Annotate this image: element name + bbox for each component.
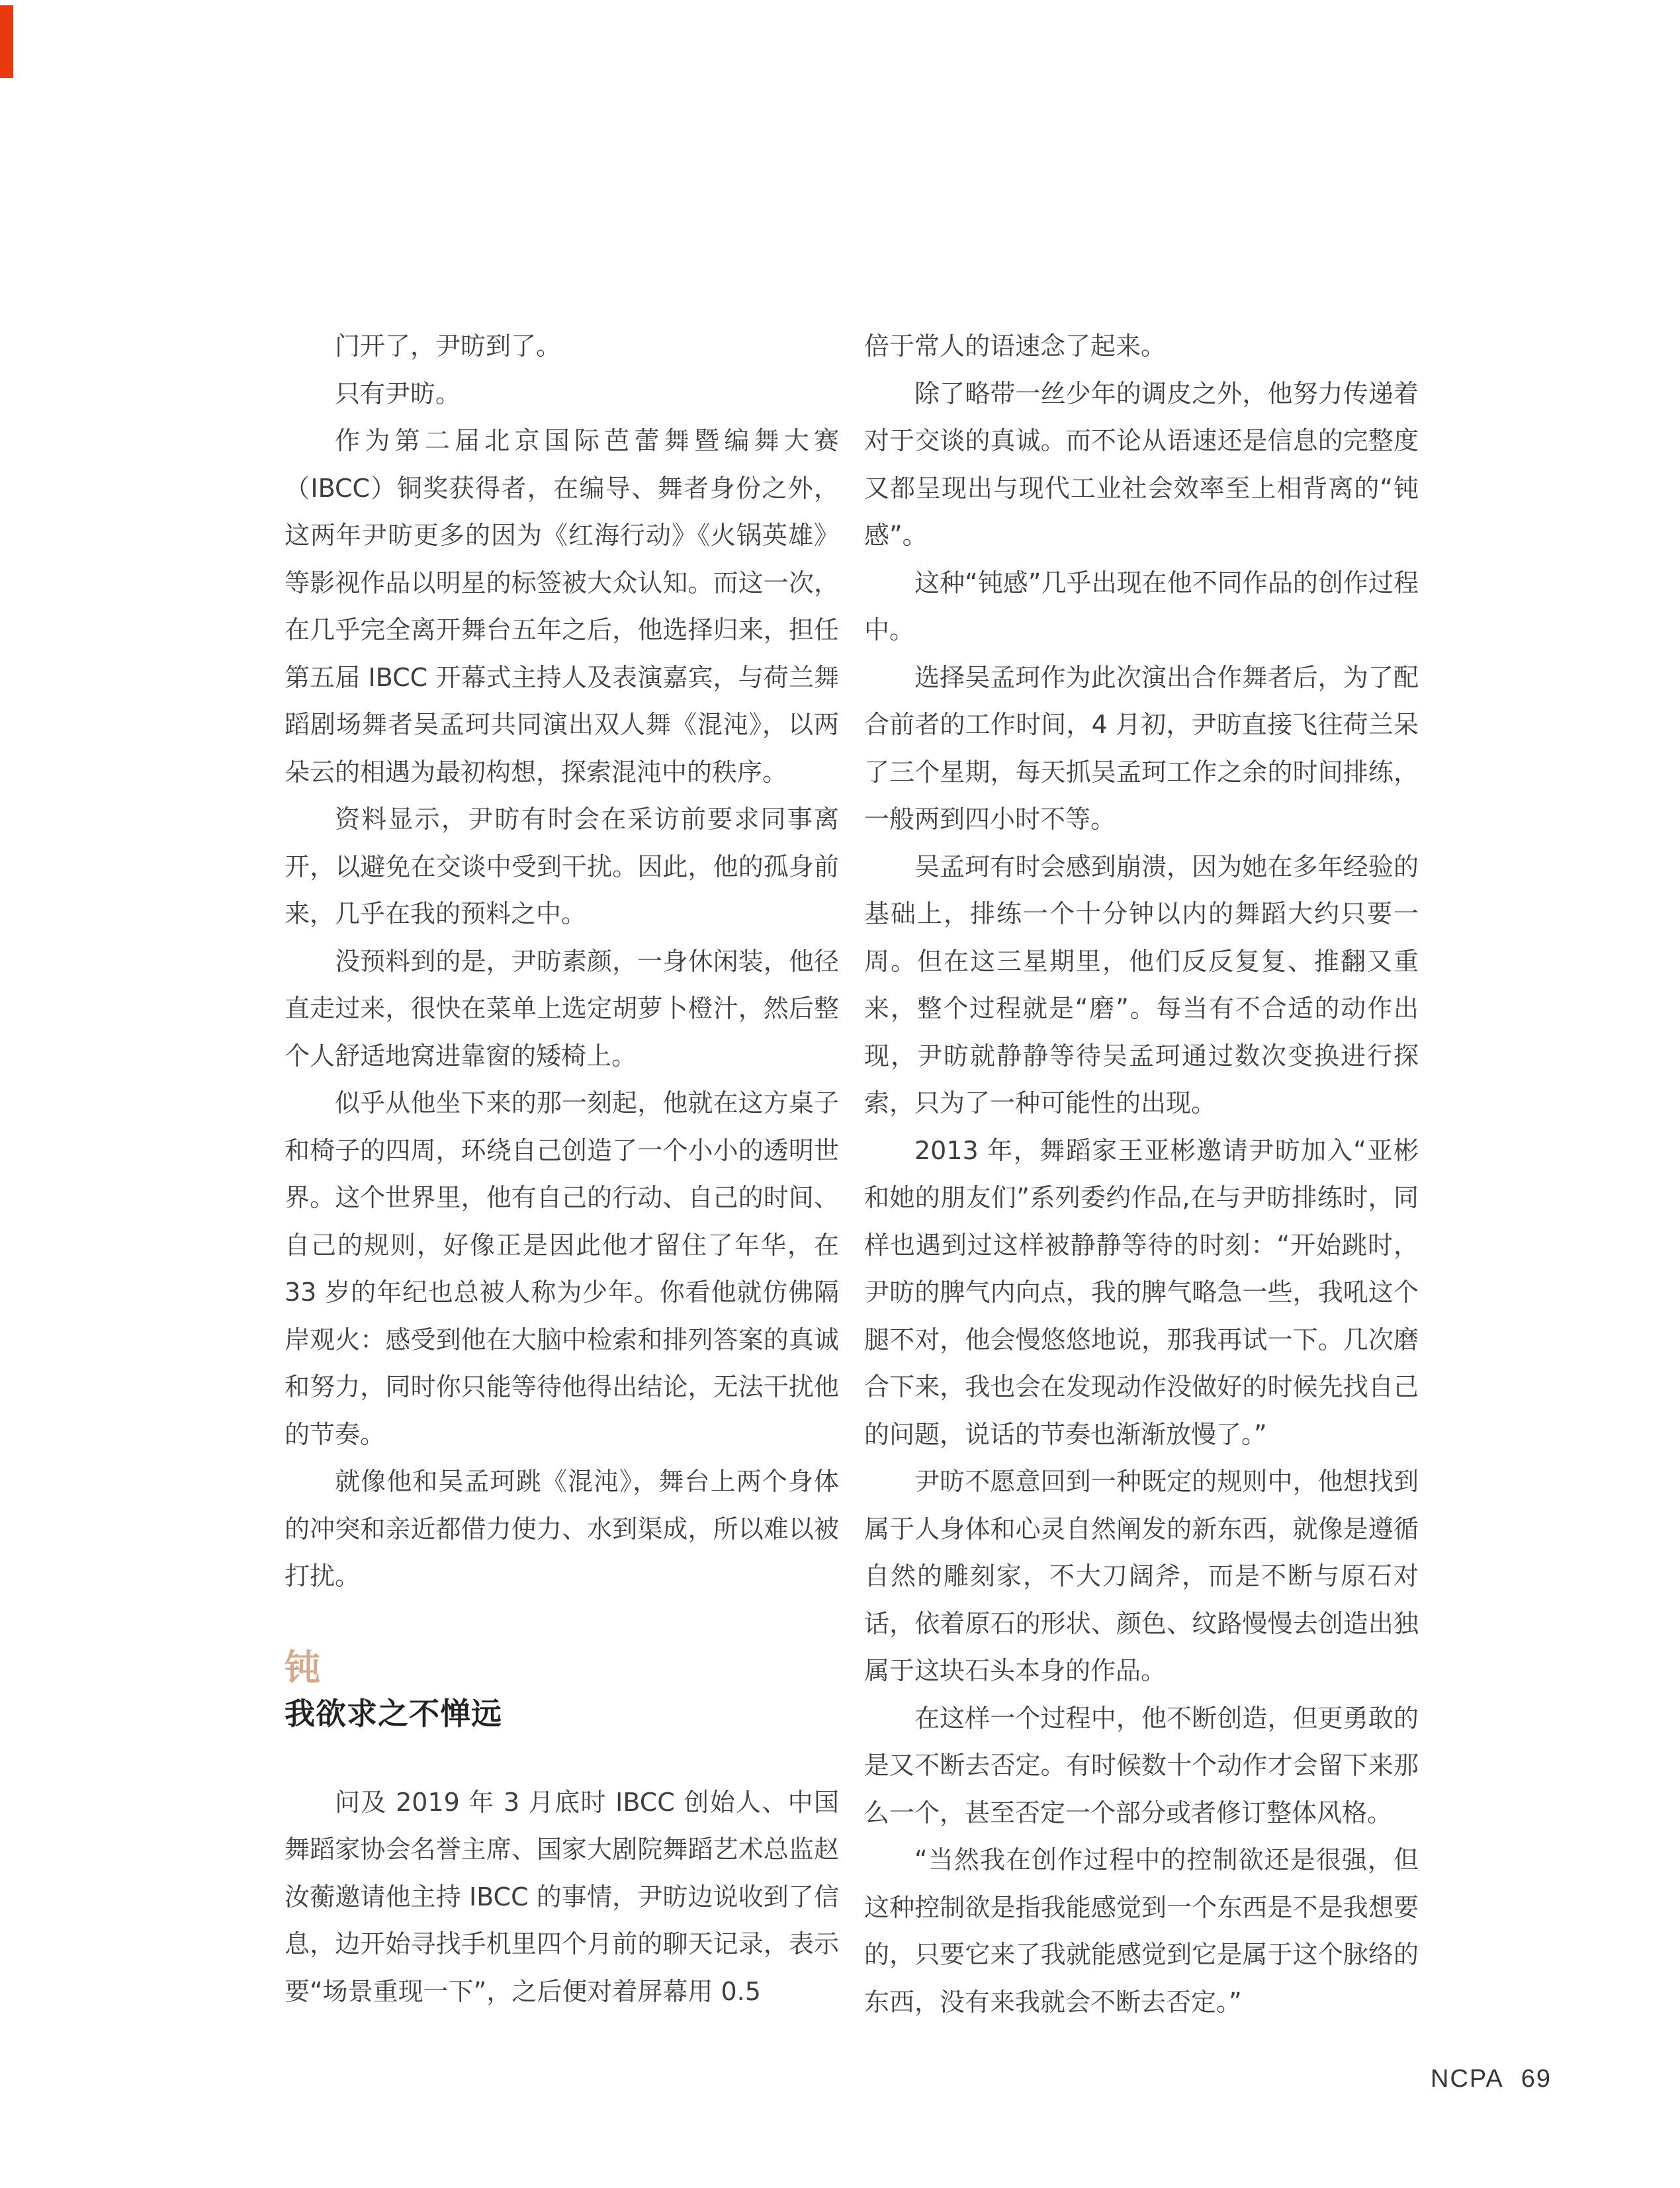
paragraph: 似乎从他坐下来的那一刻起，他就在这方桌子和椅子的四周，环绕自己创造了一个小小的透明世界。这个世界里，他有自己的行动、自己的时间、自己的规则，好像正是因此他才留住了年华，在 33 岁的年纪也总被人称为少年。你看他就仿佛隔岸观火：感受到他在大脑中检索和排列答案的真诚和努力，同时你只能等待他得出结论，无法干扰他的节奏。 <box>285 1088 839 1449</box>
paragraph: 2013 年，舞蹈家王亚彬邀请尹昉加入“亚彬和她的朋友们”系列委约作品,在与尹昉排练时，同样也遇到过这样被静静等待的时刻：“开始跳时，尹昉的脾气内向点，我的脾气略急一些，我吼这个腿不对，他会慢悠悠地说，那我再试一下。几次磨合下来，我也会在发现动作没做好的时候先找自己的问题，说话的节奏也渐渐放慢了。” <box>864 1135 1419 1449</box>
paragraph: “当然我在创作过程中的控制欲还是很强，但这种控制欲是指我能感觉到一个东西是不是我想要的，只要它来了我就能感觉到它是属于这个脉络的东西，没有来我就会不断去否定。” <box>864 1845 1419 2017</box>
paragraph: 在这样一个过程中，他不断创造，但更勇敢的是又不断去否定。有时候数十个动作才会留下来那么一个，甚至否定一个部分或者修订整体风格。 <box>864 1703 1419 1827</box>
right-column <box>864 323 1419 2026</box>
magazine-name: NCPA <box>1431 2065 1504 2093</box>
paragraph: 倍于常人的语速念了起来。 <box>864 331 1167 361</box>
paragraph: 这种“钝感”几乎出现在他不同作品的创作过程中。 <box>864 568 1419 644</box>
page-number: 69 <box>1521 2065 1552 2093</box>
paragraph: 除了略带一丝少年的调皮之外，他努力传递着对于交谈的真诚。而不论从语速还是信息的完整度又都呈现出与现代工业社会效率至上相背离的“钝感”。 <box>864 378 1419 550</box>
paragraph: 只有尹昉。 <box>335 378 461 408</box>
paragraph: 选择吴孟珂作为此次演出合作舞者后，为了配合前者的工作时间，4 月初，尹昉直接飞往荷兰呆了三个星期，每天抓吴孟珂工作之余的时间排练，一般两到四小时不等。 <box>864 662 1419 834</box>
paragraph: 尹昉不愿意回到一种既定的规则中，他想找到属于人身体和心灵自然阐发的新东西，就像是遵循自然的雕刻家，不大刀阔斧，而是不断与原石对话，依着原石的形状、颜色、纹路慢慢去创造出独属于这块石头本身的作品。 <box>864 1467 1419 1685</box>
paragraph: 作为第二届北京国际芭蕾舞暨编舞大赛（IBCC）铜奖获得者，在编导、舞者身份之外，这两年尹昉更多的因为《红海行动》《火锅英雄》等影视作品以明星的标签被大众认知。而这一次，在几乎完全离开舞台五年之后，他选择归来，担任第五届 IBCC 开幕式主持人及表演嘉宾，与荷兰舞蹈剧场舞者吴孟珂共同演出双人舞《混沌》，以两朵云的相遇为最初构想，探索混沌中的秩序。 <box>285 426 839 787</box>
paragraph: 没预料到的是，尹昉素颜，一身休闲装，他径直走过来，很快在菜单上选定胡萝卜橙汁，然后整个人舒适地窝进靠窗的矮椅上。 <box>285 946 839 1071</box>
red-edge-mark <box>0 5 13 78</box>
left-column <box>285 323 839 2015</box>
paragraph: 资料显示，尹昉有时会在采访前要求同事离开，以避免在交谈中受到干扰。因此，他的孤身前来，几乎在我的预料之中。 <box>285 805 839 928</box>
paragraph: 吴孟珂有时会感到崩溃，因为她在多年经验的基础上，排练一个十分钟以内的舞蹈大约只要一周。但在这三星期里，他们反反复复、推翻又重来，整个过程就是“磨”。每当有不合适的动作出现，尹昉就静静等待吴孟珂通过数次变换进行探索，只为了一种可能性的出现。 <box>864 852 1419 1117</box>
left-column-tail-paragraphs <box>285 1779 839 2016</box>
section-title: 我欲求之不惮远 <box>285 1695 502 1731</box>
left-column-paragraphs <box>285 323 839 1600</box>
paragraph: 门开了，尹昉到了。 <box>335 331 562 361</box>
paragraph: 问及 2019 年 3 月底时 IBCC 创始人、中国舞蹈家协会名誉主席、国家大剧院舞蹈艺术总监赵汝蘅邀请他主持 IBCC 的事情，尹昉边说收到了信息，边开始寻找手机里四个月前的聊天记录，表示要“场景重现一下”，之后便对着屏幕用 0.5 <box>285 1787 839 2006</box>
section-kicker: 钝 <box>285 1645 320 1688</box>
page-footer <box>1431 2066 1552 2092</box>
right-column-paragraphs <box>864 323 1419 2026</box>
paragraph: 就像他和吴孟珂跳《混沌》，舞台上两个身体的冲突和亲近都借力使力、水到渠成，所以难以被打扰。 <box>285 1467 839 1591</box>
